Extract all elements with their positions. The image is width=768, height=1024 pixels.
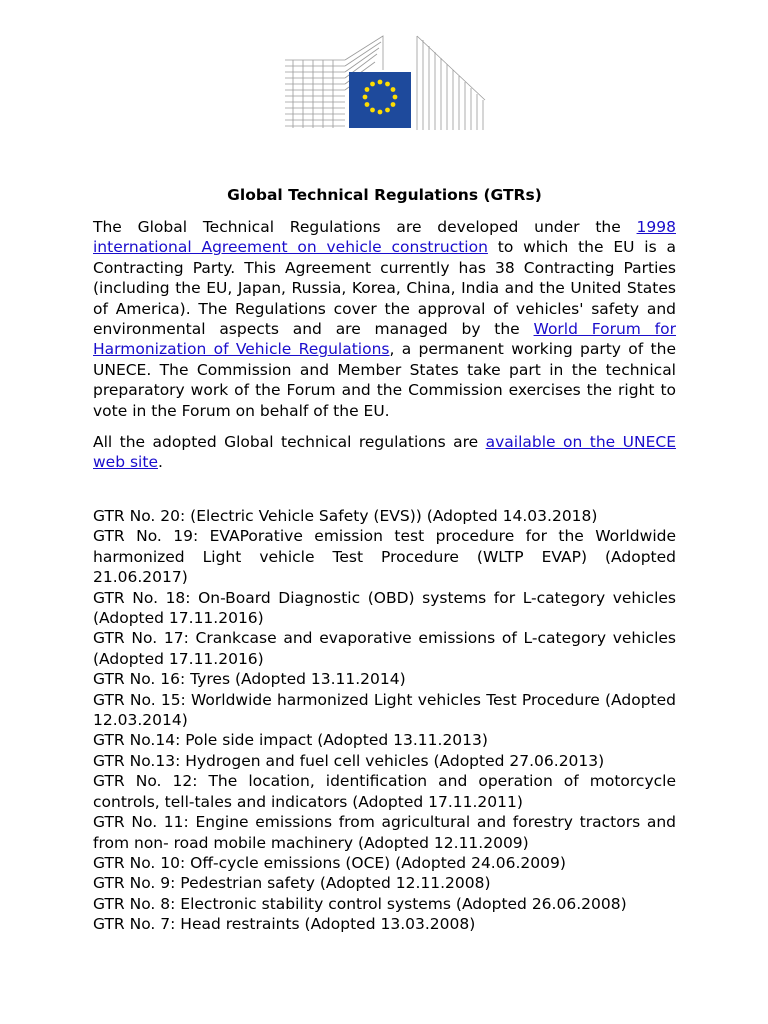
gtr-item: GTR No. 15: Worldwide harmonized Light vehicles Test Procedure (Adopted 12.03.2014) [93,690,676,730]
ec-building-and-flag-graphic [283,30,487,138]
gtr-item: GTR No. 16: Tyres (Adopted 13.11.2014) [93,670,406,689]
agreement-1998-link[interactable]: 1998 international Agreement on vehicle construction [93,218,676,257]
gtr-item: GTR No.14: Pole side impact (Adopted 13.11.2013) [93,731,488,750]
gtr-item: GTR No. 18: On-Board Diagnostic (OBD) systems for L-category vehicles (Adopted 17.11.2016) [93,588,676,628]
gtr-item: GTR No. 10: Off-cycle emissions (OCE) (Adopted 24.06.2009) [93,853,566,872]
gtr-item: GTR No. 20: (Electric Vehicle Safety (EVS)) (Adopted 14.03.2018) [93,507,598,525]
world-forum-link[interactable]: World Forum for Harmonization of Vehicle Regulations [93,320,676,359]
gtr-item: GTR No. 17: Crankcase and evaporative emissions of L-category vehicles (Adopted 17.11.2016) [93,629,676,668]
page-title: Global Technical Regulations (GTRs) [227,186,542,204]
gtr-item: GTR No. 12: The location, identification and operation of motorcycle controls, tell-tales and indicators (Adopted 17.11.2011) [93,772,676,811]
intro-text-1: The Global Technical Regulations are developed under the [93,218,637,236]
gtr-item: GTR No.13: Hydrogen and fuel cell vehicles (Adopted 27.06.2013) [93,751,605,770]
availability-paragraph [93,432,676,473]
availability-text-2: . [157,453,163,472]
intro-text-3: , a permanent working party of the UNECE. The Commission and Member States take part in the technical preparatory work of the Forum and the Commission exercises the right to vote in the Forum on behalf of the EU. [93,340,676,420]
availability-text-1: All the adopted Global technical regulations are [93,433,486,451]
unece-website-link[interactable]: available on the UNECE web site [93,433,676,472]
gtr-item: GTR No. 7: Head restraints (Adopted 13.03.2008) [93,915,476,934]
gtr-item: GTR No. 11: Engine emissions from agricultural and forestry tractors and from non- road mobile machinery (Adopted 12.11.2009) [93,813,676,852]
gtr-list [93,506,676,935]
gtr-item: GTR No. 9: Pedestrian safety (Adopted 12.11.2008) [93,874,491,893]
intro-text-2: to which the EU is a Contracting Party. This Agreement currently has 38 Contracting Parties (including the EU, Japan, Russia, Korea, China, India and the United States of America). The Regulations cover the approval of vehicles' safety and environmental aspects and are managed by the [93,238,676,339]
intro-paragraph [93,217,676,421]
gtr-item: GTR No. 8: Electronic stability control systems (Adopted 26.06.2008) [93,894,627,913]
european-commission-logo-icon [283,30,487,138]
gtr-item: GTR No. 19: EVAPorative emission test procedure for the Worldwide harmonized Light vehicle Test Procedure (WLTP EVAP) (Adopted 21.06.2017) [93,527,676,587]
